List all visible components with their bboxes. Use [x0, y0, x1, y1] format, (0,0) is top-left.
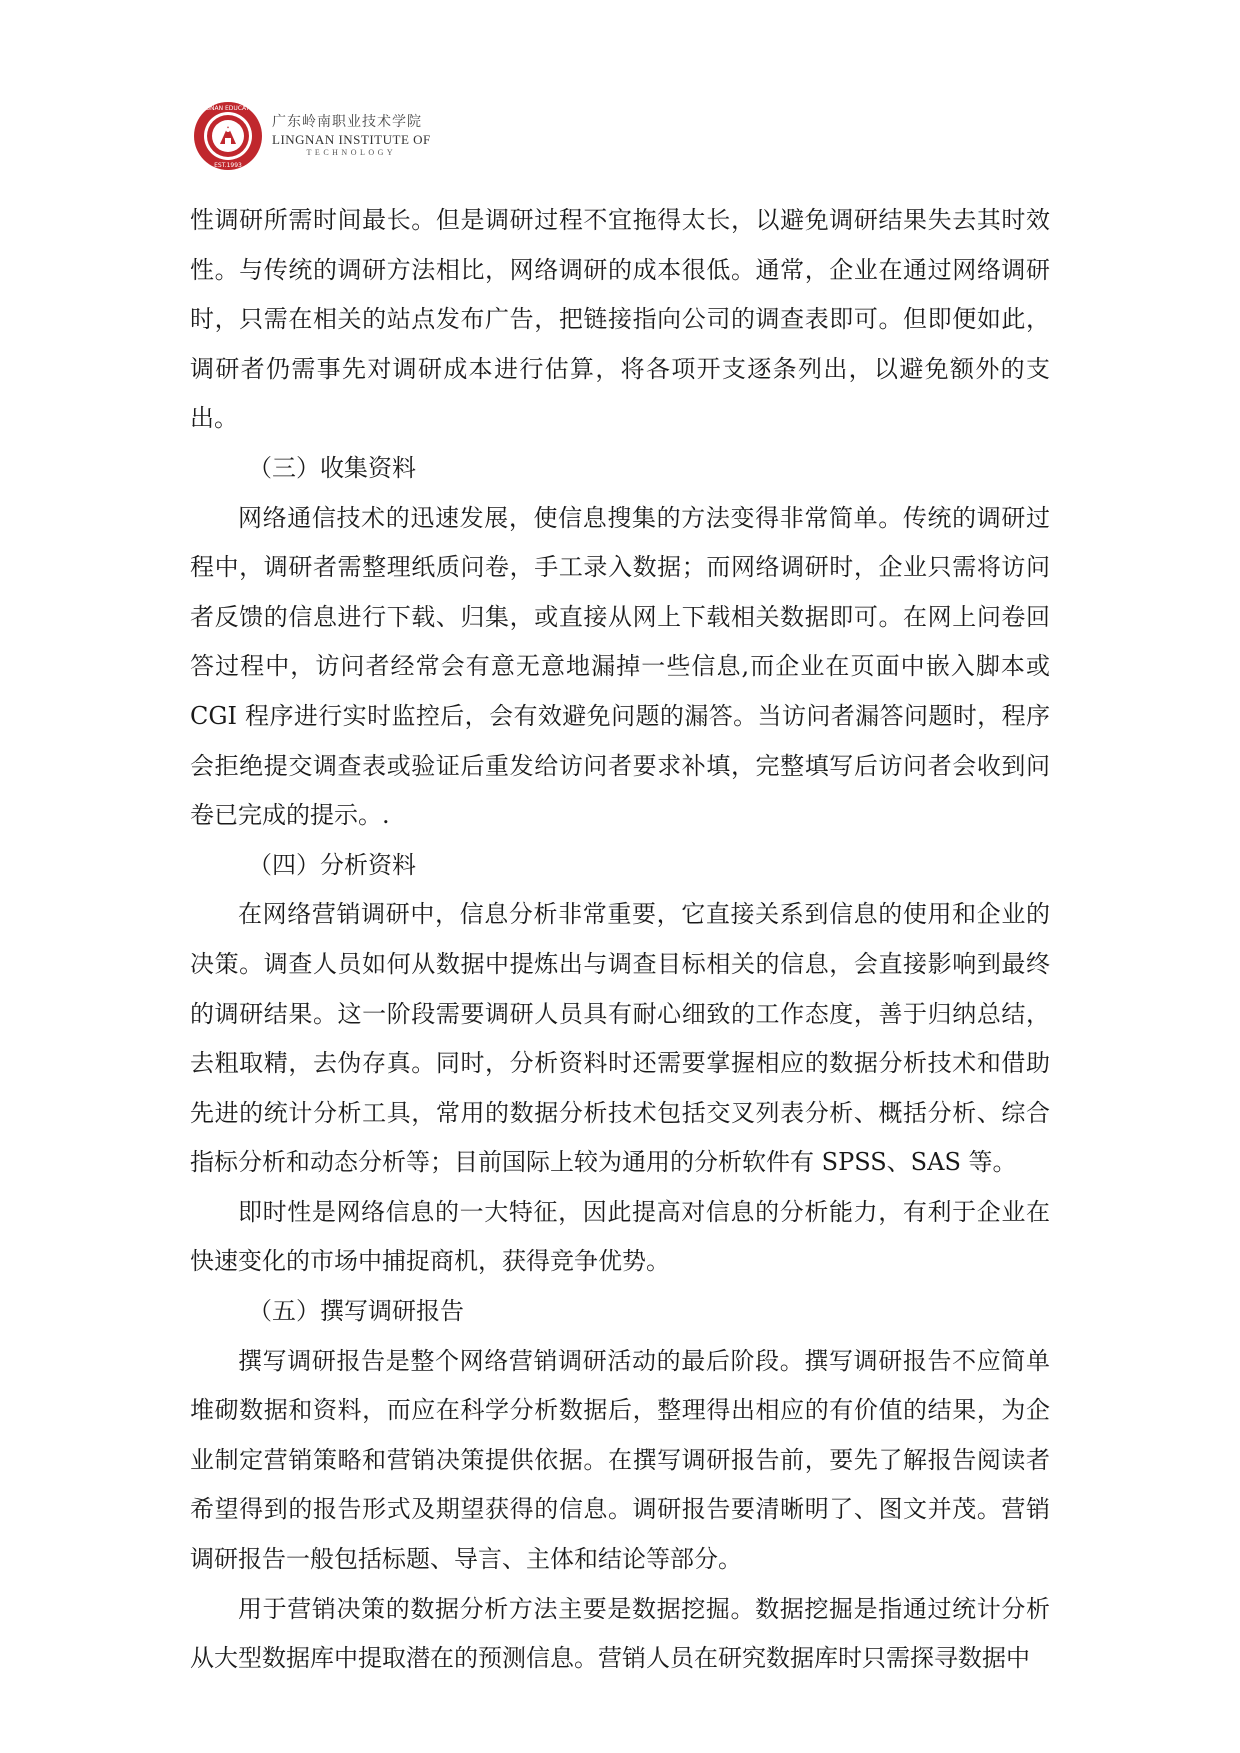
svg-text:EST.1993: EST.1993 — [214, 162, 242, 169]
section-heading: （五）撰写调研报告 — [248, 1297, 464, 1326]
body-paragraph: 撰写调研报告是整个网络营销调研活动的最后阶段。撰写调研报告不应简单堆砌数据和资料，而应在科学分析数据后，整理得出相应的有价值的结果，为企业制定营销策略和营销决策提供依据。在撰写调研报告前，要先了解报告阅读者希望得到的报告形式及期望获得的信息。调研报告要清晰明了、图文并茂。营销调研报告一般包括标题、导言、主体和结论等部分。 — [190, 1346, 1050, 1574]
svg-text:LINGNAN EDUCATION: LINGNAN EDUCATION — [195, 105, 261, 112]
logo-english-name: LINGNAN INSTITUTE OF — [272, 132, 431, 147]
page-header — [192, 100, 431, 172]
logo-english-name-line2: TECHNOLOGY — [306, 148, 397, 157]
body-paragraph: 用于营销决策的数据分析方法主要是数据挖掘。数据挖掘是指通过统计分析从大型数据库中提取潜在的预测信息。营销人员在研究数据库时只需探寻数据中 — [190, 1594, 1050, 1673]
body-paragraph: 在网络营销调研中，信息分析非常重要，它直接关系到信息的使用和企业的决策。调查人员如何从数据中提炼出与调查目标相关的信息，会直接影响到最终的调研结果。这一阶段需要调研人员具有耐心细致的工作态度，善于归纳总结，去粗取精，去伪存真。同时，分析资料时还需要掌握相应的数据分析技术和借助先进的统计分析工具，常用的数据分析技术包括交叉列表分析、概括分析、综合指标分析和动态分析等；目前国际上较为通用的分析软件有 SPSS、SAS 等。 — [190, 900, 1050, 1177]
logo-text — [272, 115, 431, 157]
school-seal-logo — [192, 100, 264, 172]
section-heading: （三）收集资料 — [248, 453, 416, 482]
section-heading: （四）分析资料 — [248, 850, 416, 879]
body-paragraph: 网络通信技术的迅速发展，使信息搜集的方法变得非常简单。传统的调研过程中，调研者需整理纸质问卷，手工录入数据；而网络调研时，企业只需将访问者反馈的信息进行下载、归集，或直接从网上下载相关数据即可。在网上问卷回答过程中，访问者经常会有意无意地漏掉一些信息,而企业在页面中嵌入脚本或CGI 程序进行实时监控后，会有效避免问题的漏答。当访问者漏答问题时，程序会拒绝提交调查表或验证后重发给访问者要求补填，完整填写后访问者会收到问卷已完成的提示。. — [190, 503, 1050, 830]
logo-chinese-name: 广东岭南职业技术学院 — [272, 114, 422, 130]
body-paragraph: 性调研所需时间最长。但是调研过程不宜拖得太长，以避免调研结果失去其时效性。与传统的调研方法相比，网络调研的成本很低。通常，企业在通过网络调研时，只需在相关的站点发布广告，把链接指向公司的调查表即可。但即便如此，调研者仍需事先对调研成本进行估算，将各项开支逐条列出，以避免额外的支出。 — [190, 206, 1050, 433]
body-paragraph: 即时性是网络信息的一大特征，因此提高对信息的分析能力，有利于企业在快速变化的市场中捕捉商机，获得竞争优势。 — [190, 1197, 1050, 1276]
document-body — [190, 196, 1050, 1684]
